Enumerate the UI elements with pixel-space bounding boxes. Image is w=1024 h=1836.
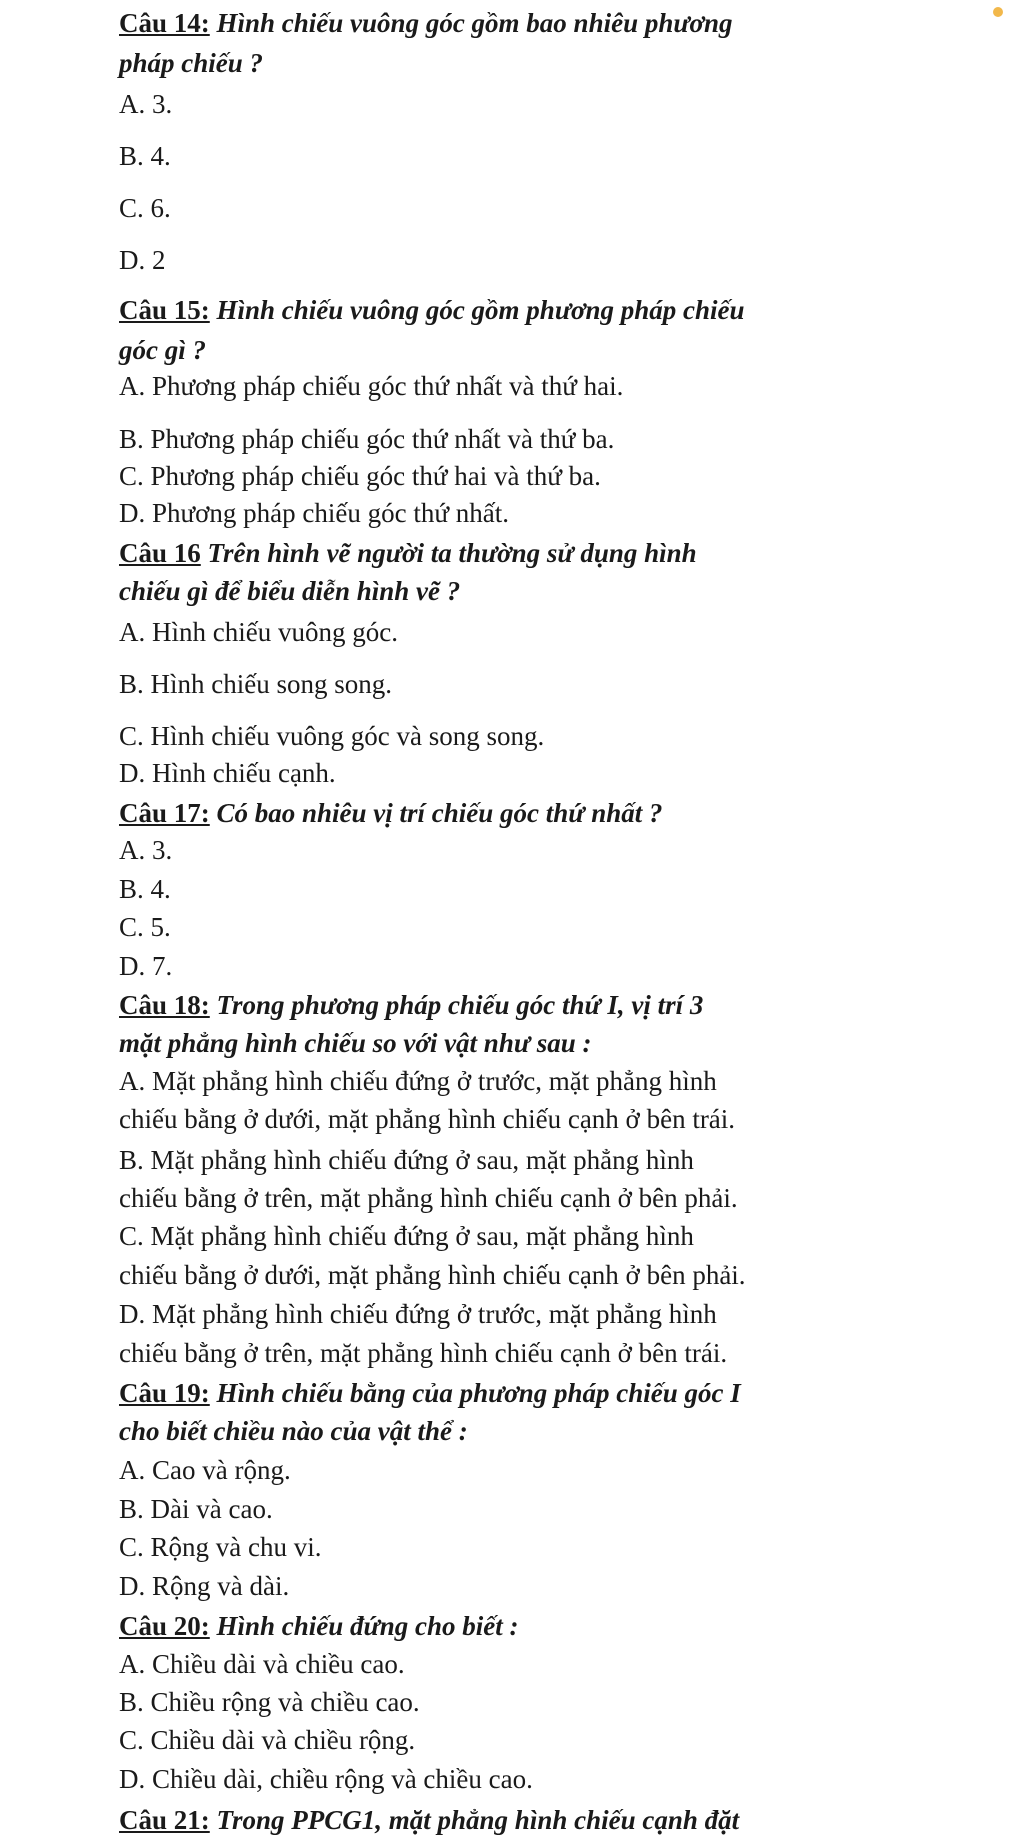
option-d: D. Hình chiếu cạnh. xyxy=(119,758,336,788)
option-a: A. Phương pháp chiếu góc thứ nhất và thứ hai. xyxy=(119,371,624,401)
question-text: Hình chiếu đứng cho biết : xyxy=(209,1611,519,1641)
question-number: Câu 20: xyxy=(119,1611,210,1641)
option-c: C. Rộng và chu vi. xyxy=(119,1532,322,1562)
question-16-title xyxy=(119,537,697,569)
option-b: B. Hình chiếu song song. xyxy=(119,669,392,699)
option-a-line-2: chiếu bằng ở dưới, mặt phẳng hình chiếu cạnh ở bên trái. xyxy=(119,1104,736,1134)
question-number: Câu 21: xyxy=(119,1805,210,1835)
question-text: Hình chiếu vuông góc gồm bao nhiêu phương xyxy=(209,8,733,38)
question-18-title xyxy=(119,989,703,1021)
option-c-line-2: chiếu bằng ở dưới, mặt phẳng hình chiếu cạnh ở bên phải. xyxy=(119,1260,746,1290)
question-text: Trong phương pháp chiếu góc thứ I, vị trí 3 xyxy=(209,990,704,1020)
option-c: C. 5. xyxy=(119,912,171,942)
question-text: chiếu gì để biểu diễn hình vẽ ? xyxy=(119,576,461,606)
option-b-line-1: B. Mặt phẳng hình chiếu đứng ở sau, mặt phẳng hình xyxy=(119,1145,694,1175)
option-d-line-1: D. Mặt phẳng hình chiếu đứng ở trước, mặt phẳng hình xyxy=(119,1299,717,1329)
option-a: A. 3. xyxy=(119,89,173,119)
option-a-line-1: A. Mặt phẳng hình chiếu đứng ở trước, mặt phẳng hình xyxy=(119,1066,717,1096)
option-b: B. Dài và cao. xyxy=(119,1494,273,1524)
option-a: A. Chiều dài và chiều cao. xyxy=(119,1649,405,1679)
option-d-line-2: chiếu bằng ở trên, mặt phẳng hình chiếu cạnh ở bên trái. xyxy=(119,1338,728,1368)
option-b: B. Phương pháp chiếu góc thứ nhất và thứ ba. xyxy=(119,424,615,454)
question-number: Câu 19: xyxy=(119,1378,210,1408)
question-text: Trên hình vẽ người ta thường sử dụng hình xyxy=(200,538,697,568)
option-a: A. Cao và rộng. xyxy=(119,1455,291,1485)
question-text: Hình chiếu bằng của phương pháp chiếu góc I xyxy=(209,1378,741,1408)
question-number: Câu 14: xyxy=(119,8,210,38)
question-text: góc gì ? xyxy=(119,335,206,365)
question-17-title xyxy=(119,797,663,829)
option-b: B. Chiều rộng và chiều cao. xyxy=(119,1687,420,1717)
option-c: C. Hình chiếu vuông góc và song song. xyxy=(119,721,545,751)
option-b: B. 4. xyxy=(119,141,171,171)
question-text: cho biết chiều nào của vật thể : xyxy=(119,1416,468,1446)
question-number: Câu 15: xyxy=(119,295,210,325)
option-d: D. Phương pháp chiếu góc thứ nhất. xyxy=(119,498,509,528)
question-14-title xyxy=(119,7,733,39)
question-number: Câu 17: xyxy=(119,798,210,828)
question-text: pháp chiếu ? xyxy=(119,48,264,78)
option-d: D. 2 xyxy=(119,245,166,275)
question-text: mặt phẳng hình chiếu so với vật như sau : xyxy=(119,1028,592,1058)
question-20-title xyxy=(119,1610,518,1642)
option-b: B. 4. xyxy=(119,874,171,904)
option-c: C. 6. xyxy=(119,193,171,223)
question-text: Trong PPCG1, mặt phẳng hình chiếu cạnh đặt xyxy=(209,1805,740,1835)
option-a: A. 3. xyxy=(119,835,173,865)
option-c: C. Chiều dài và chiều rộng. xyxy=(119,1725,416,1755)
question-21-title xyxy=(119,1804,739,1836)
question-text: Có bao nhiêu vị trí chiếu góc thứ nhất ? xyxy=(209,798,663,828)
option-b-line-2: chiếu bằng ở trên, mặt phẳng hình chiếu cạnh ở bên phải. xyxy=(119,1183,738,1213)
option-c: C. Phương pháp chiếu góc thứ hai và thứ ba. xyxy=(119,461,601,491)
question-text: Hình chiếu vuông góc gồm phương pháp chiếu xyxy=(209,295,745,325)
option-d: D. Chiều dài, chiều rộng và chiều cao. xyxy=(119,1764,533,1794)
question-number: Câu 18: xyxy=(119,990,210,1020)
option-c-line-1: C. Mặt phẳng hình chiếu đứng ở sau, mặt phẳng hình xyxy=(119,1221,694,1251)
option-d: D. 7. xyxy=(119,951,173,981)
question-15-title xyxy=(119,294,745,326)
question-number: Câu 16 xyxy=(119,538,201,568)
question-19-title xyxy=(119,1377,741,1409)
option-d: D. Rộng và dài. xyxy=(119,1571,290,1601)
option-a: A. Hình chiếu vuông góc. xyxy=(119,617,398,647)
